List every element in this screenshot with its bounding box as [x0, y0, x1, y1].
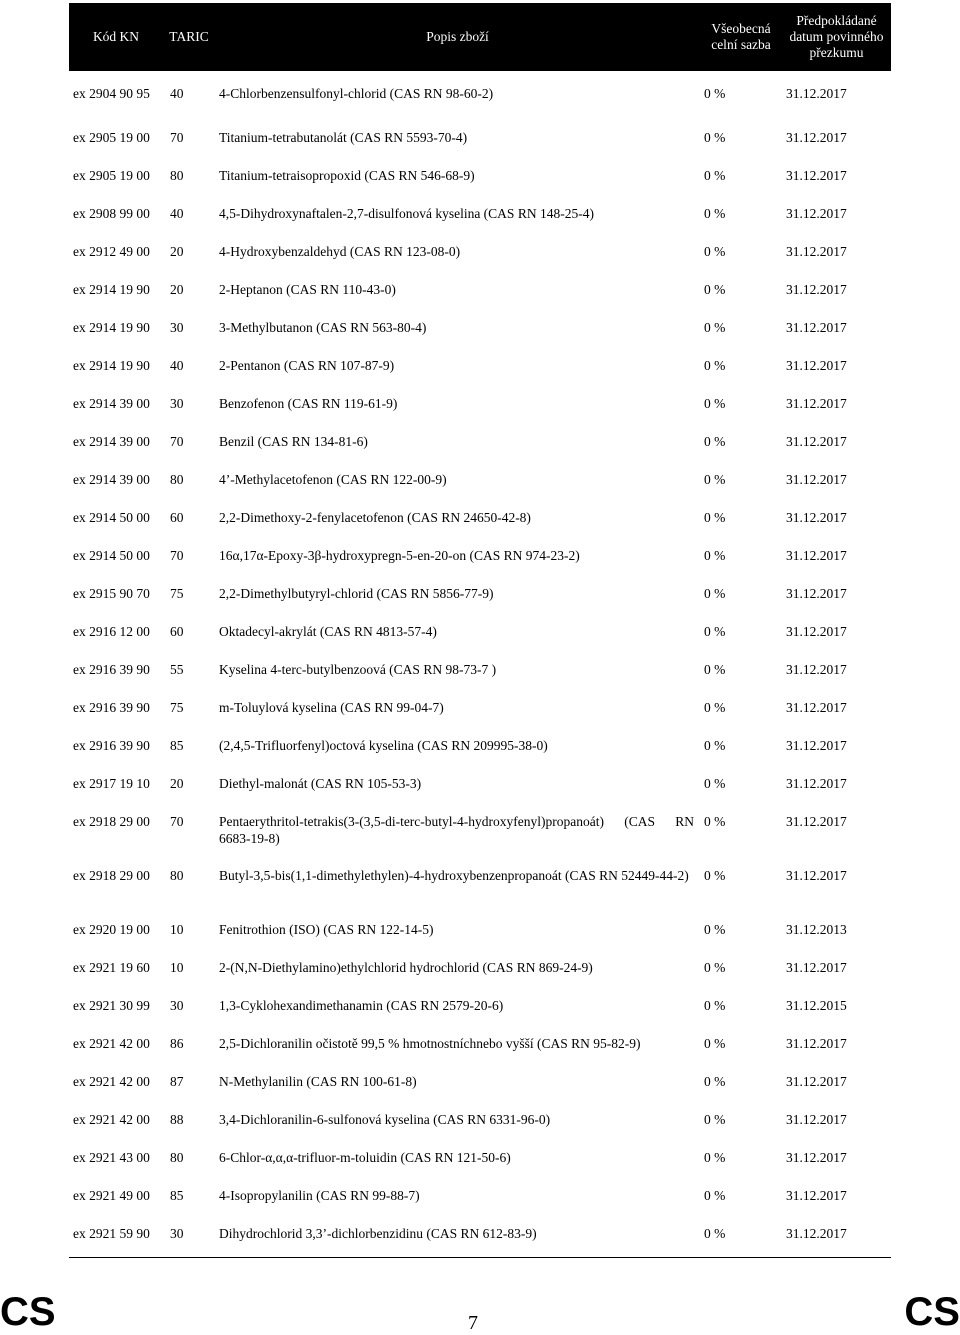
cell-description: 3-Methylbutanon (CAS RN 563-80-4) [219, 320, 427, 335]
cell-rate: 0 % [704, 738, 726, 753]
cell-review-date: 31.12.2017 [786, 586, 847, 601]
footer-language-left: CS [0, 1290, 56, 1334]
cell-rate: 0 % [704, 396, 726, 411]
cell-kod-kn: ex 2915 90 70 [73, 586, 150, 601]
cell-review-date: 31.12.2017 [786, 434, 847, 449]
table-row [69, 731, 891, 769]
table-row [69, 541, 891, 579]
table-row [69, 617, 891, 655]
cell-description: 2-Pentanon (CAS RN 107-87-9) [219, 358, 395, 373]
table-row [69, 465, 891, 503]
cell-kod-kn: ex 2916 39 90 [73, 662, 150, 677]
cell-description: Titanium-tetraisopropoxid (CAS RN 546-68-9) [219, 168, 475, 183]
table-row [69, 1181, 891, 1219]
cell-rate: 0 % [704, 624, 726, 639]
cell-taric: 75 [170, 586, 184, 601]
cell-taric: 85 [170, 738, 184, 753]
cell-taric: 10 [170, 922, 184, 937]
cell-taric: 10 [170, 960, 184, 975]
header-datum-prezkumu: Předpokládané datum povinného přezkumu [782, 3, 891, 71]
cell-kod-kn: ex 2921 19 60 [73, 960, 150, 975]
cell-review-date: 31.12.2017 [786, 510, 847, 525]
cell-kod-kn: ex 2905 19 00 [73, 130, 150, 145]
cell-description: 4,5-Dihydroxynaftalen-2,7-disulfonová kyselina (CAS RN 148-25-4) [219, 206, 594, 221]
table-row [69, 807, 891, 861]
table-row [69, 1219, 891, 1257]
cell-rate: 0 % [704, 998, 726, 1013]
cell-rate: 0 % [704, 168, 726, 183]
cell-taric: 30 [170, 320, 184, 335]
cell-rate: 0 % [704, 1074, 726, 1089]
cell-rate: 0 % [704, 548, 726, 563]
table-row [69, 693, 891, 731]
table-row [69, 351, 891, 389]
cell-taric: 30 [170, 396, 184, 411]
cell-kod-kn: ex 2917 19 10 [73, 776, 150, 791]
cell-kod-kn: ex 2921 30 99 [73, 998, 150, 1013]
cell-description: Benzil (CAS RN 134-81-6) [219, 434, 368, 449]
cell-description: Fenitrothion (ISO) (CAS RN 122-14-5) [219, 922, 434, 937]
cell-description: Pentaerythritol-tetrakis(3-(3,5-di-terc-butyl-4-hydroxyfenyl)propanoát) (CAS RN 6683-19-8) [219, 814, 694, 846]
cell-rate: 0 % [704, 1150, 726, 1165]
cell-kod-kn: ex 2916 39 90 [73, 700, 150, 715]
cell-rate: 0 % [704, 814, 726, 829]
cell-review-date: 31.12.2017 [786, 86, 847, 101]
cell-review-date: 31.12.2017 [786, 868, 847, 883]
cell-description: m-Toluylová kyselina (CAS RN 99-04-7) [219, 700, 444, 715]
cell-review-date: 31.12.2017 [786, 624, 847, 639]
cell-rate: 0 % [704, 1112, 726, 1127]
cell-rate: 0 % [704, 86, 726, 101]
cell-description: (2,4,5-Trifluorfenyl)octová kyselina (CAS RN 209995-38-0) [219, 738, 548, 753]
cell-rate: 0 % [704, 358, 726, 373]
footer-language-right: CS [904, 1290, 960, 1334]
cell-taric: 20 [170, 282, 184, 297]
table-body [69, 71, 891, 1257]
table-row [69, 161, 891, 199]
table-row [69, 769, 891, 807]
cell-taric: 80 [170, 168, 184, 183]
cell-kod-kn: ex 2914 39 00 [73, 472, 150, 487]
cell-review-date: 31.12.2013 [786, 922, 847, 937]
cell-review-date: 31.12.2017 [786, 130, 847, 145]
cell-review-date: 31.12.2017 [786, 1112, 847, 1127]
table-row [69, 199, 891, 237]
cell-rate: 0 % [704, 130, 726, 145]
cell-review-date: 31.12.2017 [786, 358, 847, 373]
cell-description: 1,3-Cyklohexandimethanamin (CAS RN 2579-20-6) [219, 998, 504, 1013]
cell-taric: 60 [170, 510, 184, 525]
cell-kod-kn: ex 2914 39 00 [73, 396, 150, 411]
cell-kod-kn: ex 2921 59 90 [69, 1219, 163, 1257]
cell-review-date: 31.12.2017 [786, 472, 847, 487]
cell-rate: 0 % [704, 586, 726, 601]
cell-review-date: 31.12.2017 [786, 1150, 847, 1165]
cell-kod-kn: ex 2914 19 90 [73, 282, 150, 297]
cell-description: 16α,17α-Epoxy-3β-hydroxypregn-5-en-20-on (CAS RN 974-23-2) [219, 548, 580, 563]
cell-description: Diethyl-malonát (CAS RN 105-53-3) [219, 776, 422, 791]
table-row [69, 503, 891, 541]
cell-description: Dihydrochlorid 3,3’-dichlorbenzidinu (CAS RN 612-83-9) [215, 1219, 700, 1257]
cell-kod-kn: ex 2918 29 00 [73, 868, 150, 883]
cell-taric: 85 [170, 1188, 184, 1203]
cell-rate: 0 % [704, 868, 726, 883]
cell-review-date: 31.12.2017 [786, 548, 847, 563]
table-row [69, 427, 891, 465]
cell-rate: 0 % [704, 1188, 726, 1203]
cell-kod-kn: ex 2914 19 90 [73, 320, 150, 335]
cell-taric: 40 [170, 206, 184, 221]
cell-rate: 0 % [704, 776, 726, 791]
cell-description: 2,2-Dimethylbutyryl-chlorid (CAS RN 5856-77-9) [219, 586, 494, 601]
cell-taric: 70 [170, 548, 184, 563]
table-row [69, 1105, 891, 1143]
cell-description: 2,2-Dimethoxy-2-fenylacetofenon (CAS RN 24650-42-8) [219, 510, 531, 525]
cell-review-date: 31.12.2017 [786, 1074, 847, 1089]
cell-rate: 0 % [704, 320, 726, 335]
cell-kod-kn: ex 2920 19 00 [73, 922, 150, 937]
cell-review-date: 31.12.2017 [786, 282, 847, 297]
cell-description: 3,4-Dichloranilin-6-sulfonová kyselina (CAS RN 6331-96-0) [219, 1112, 551, 1127]
cell-taric: 40 [170, 358, 184, 373]
cell-review-date: 31.12.2017 [786, 776, 847, 791]
cell-review-date: 31.12.2015 [786, 998, 847, 1013]
table-row [69, 1067, 891, 1105]
tariff-table [69, 3, 891, 1258]
cell-review-date: 31.12.2017 [786, 738, 847, 753]
cell-description: 4-Hydroxybenzaldehyd (CAS RN 123-08-0) [219, 244, 461, 259]
table-row [69, 991, 891, 1029]
cell-description: 2-(N,N-Diethylamino)ethylchlorid hydrochlorid (CAS RN 869-24-9) [219, 960, 593, 975]
table-row [69, 655, 891, 693]
cell-rate: 0 % [704, 434, 726, 449]
cell-review-date: 31.12.2017 [786, 700, 847, 715]
cell-kod-kn: ex 2908 99 00 [73, 206, 150, 221]
cell-review-date: 31.12.2017 [786, 814, 847, 829]
cell-kod-kn: ex 2912 49 00 [73, 244, 150, 259]
cell-description: N-Methylanilin (CAS RN 100-61-8) [219, 1074, 417, 1089]
cell-description: 4’-Methylacetofenon (CAS RN 122-00-9) [219, 472, 447, 487]
cell-taric: 80 [170, 472, 184, 487]
table-row [69, 237, 891, 275]
cell-kod-kn: ex 2921 42 00 [73, 1074, 150, 1089]
table-row [69, 1143, 891, 1181]
cell-review-date: 31.12.2017 [786, 244, 847, 259]
cell-taric: 70 [170, 130, 184, 145]
table-row [69, 861, 891, 915]
cell-review-date: 31.12.2017 [786, 960, 847, 975]
cell-taric: 80 [170, 1150, 184, 1165]
table-row [69, 123, 891, 161]
cell-kod-kn: ex 2918 29 00 [73, 814, 150, 829]
cell-description: Benzofenon (CAS RN 119-61-9) [219, 396, 398, 411]
cell-kod-kn: ex 2914 50 00 [73, 510, 150, 525]
cell-rate: 0 % [700, 1219, 782, 1257]
cell-review-date: 31.12.2017 [786, 662, 847, 677]
cell-review-date: 31.12.2017 [786, 320, 847, 335]
cell-kod-kn: ex 2916 12 00 [73, 624, 150, 639]
table-row [69, 579, 891, 617]
cell-taric: 20 [170, 776, 184, 791]
header-kod-kn: Kód KN [69, 3, 163, 71]
cell-kod-kn: ex 2914 39 00 [73, 434, 150, 449]
table-row [69, 71, 891, 123]
cell-review-date: 31.12.2017 [786, 168, 847, 183]
cell-kod-kn: ex 2921 42 00 [73, 1112, 150, 1127]
table-row [69, 953, 891, 991]
cell-taric: 80 [170, 868, 184, 883]
page-number: 7 [468, 1312, 478, 1334]
cell-description: 2-Heptanon (CAS RN 110-43-0) [219, 282, 396, 297]
cell-kod-kn: ex 2914 50 00 [73, 548, 150, 563]
cell-description: 2,5-Dichloranilin očistotě 99,5 % hmotnostníchnebo vyšší (CAS RN 95-82-9) [219, 1036, 641, 1051]
header-celni-sazba: Všeobecná celní sazba [700, 3, 782, 71]
cell-kod-kn: ex 2914 19 90 [73, 358, 150, 373]
cell-rate: 0 % [704, 662, 726, 677]
cell-rate: 0 % [704, 206, 726, 221]
cell-review-date: 31.12.2017 [786, 396, 847, 411]
table-header-row [69, 3, 891, 71]
cell-taric: 30 [163, 1219, 215, 1257]
cell-description: 4-Chlorbenzensulfonyl-chlorid (CAS RN 98-60-2) [219, 86, 494, 101]
cell-taric: 70 [170, 434, 184, 449]
cell-kod-kn: ex 2916 39 90 [73, 738, 150, 753]
cell-description: Butyl-3,5-bis(1,1-dimethylethylen)-4-hydroxybenzenpropanoát (CAS RN 52449-44-2) [219, 868, 689, 883]
cell-kod-kn: ex 2905 19 00 [73, 168, 150, 183]
cell-kod-kn: ex 2904 90 95 [73, 86, 150, 101]
cell-rate: 0 % [704, 1036, 726, 1051]
cell-taric: 88 [170, 1112, 184, 1127]
header-popis-zbozi: Popis zboží [215, 3, 700, 71]
cell-rate: 0 % [704, 472, 726, 487]
cell-description: 6-Chlor-α,α,α-trifluor-m-toluidin (CAS RN 121-50-6) [219, 1150, 511, 1165]
table-row [69, 313, 891, 351]
cell-description: Kyselina 4-terc-butylbenzoová (CAS RN 98-73-7 ) [219, 662, 497, 677]
cell-taric: 75 [170, 700, 184, 715]
cell-rate: 0 % [704, 700, 726, 715]
table-row [69, 915, 891, 953]
table-row [69, 275, 891, 313]
cell-taric: 87 [170, 1074, 184, 1089]
cell-review-date: 31.12.2017 [786, 1036, 847, 1051]
cell-review-date: 31.12.2017 [786, 206, 847, 221]
table-row [69, 1029, 891, 1067]
cell-kod-kn: ex 2921 49 00 [73, 1188, 150, 1203]
cell-description: 4-Isopropylanilin (CAS RN 99-88-7) [219, 1188, 420, 1203]
cell-rate: 0 % [704, 510, 726, 525]
cell-taric: 86 [170, 1036, 184, 1051]
header-taric: TARIC [163, 3, 215, 71]
cell-review-date: 31.12.2017 [782, 1219, 891, 1257]
cell-taric: 30 [170, 998, 184, 1013]
table-row [69, 389, 891, 427]
cell-review-date: 31.12.2017 [786, 1188, 847, 1203]
cell-taric: 70 [170, 814, 184, 829]
cell-kod-kn: ex 2921 43 00 [73, 1150, 150, 1165]
cell-description: Oktadecyl-akrylát (CAS RN 4813-57-4) [219, 624, 437, 639]
cell-kod-kn: ex 2921 42 00 [73, 1036, 150, 1051]
cell-taric: 20 [170, 244, 184, 259]
cell-rate: 0 % [704, 960, 726, 975]
cell-taric: 40 [170, 86, 184, 101]
cell-taric: 60 [170, 624, 184, 639]
cell-description: Titanium-tetrabutanolát (CAS RN 5593-70-4) [219, 130, 468, 145]
cell-rate: 0 % [704, 282, 726, 297]
cell-rate: 0 % [704, 922, 726, 937]
cell-rate: 0 % [704, 244, 726, 259]
cell-taric: 55 [170, 662, 184, 677]
